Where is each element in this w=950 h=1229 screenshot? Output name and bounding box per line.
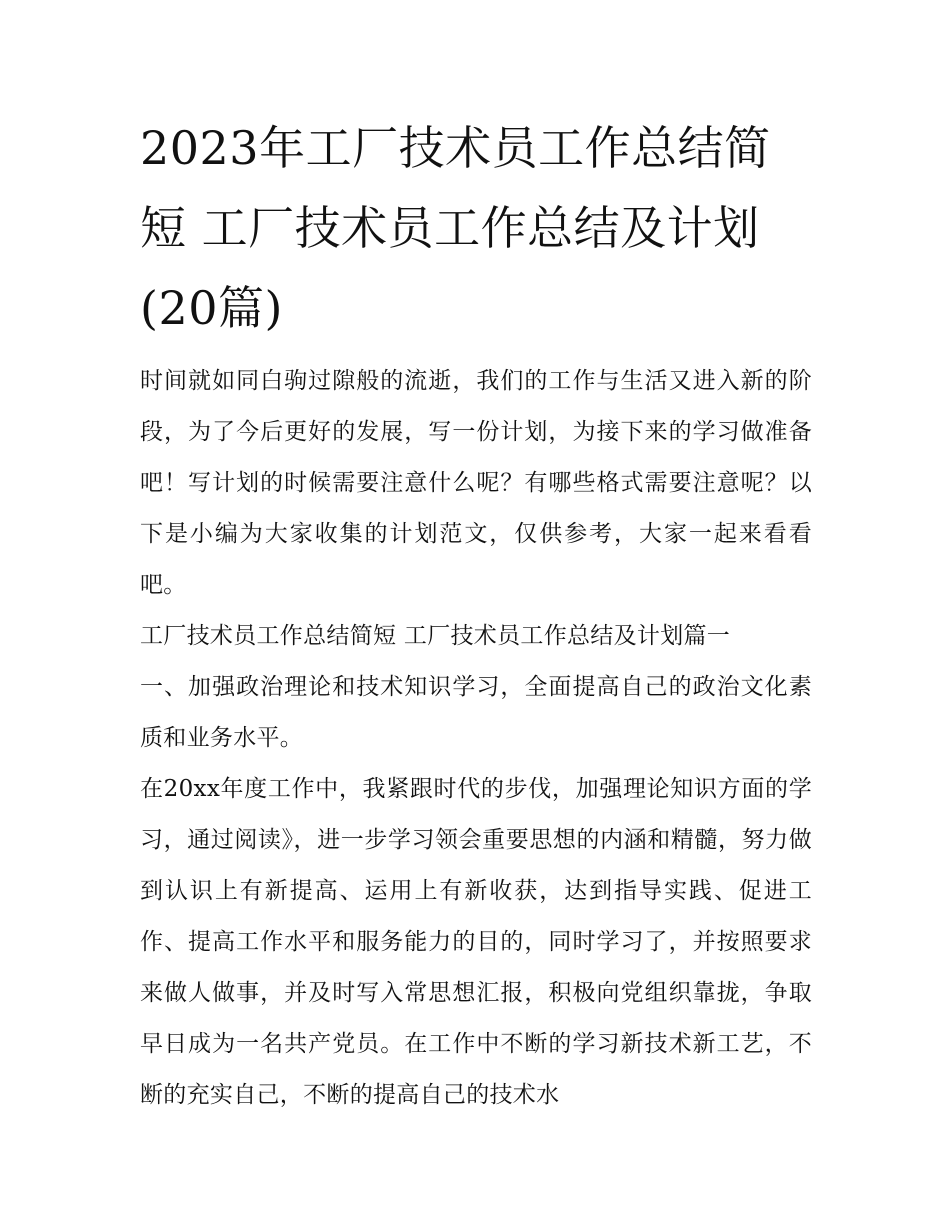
intro-paragraph: 时间就如同白驹过隙般的流逝，我们的工作与生活又进入新的阶段，为了今后更好的发展，写一份计划，为接下来的学习做准备吧！写计划的时候需要注意什么呢？有哪些格式需要注意呢？以下是小编为大家收集的计划范文，仅供参考，大家一起来看看吧。 xyxy=(140,368,812,598)
document-title xyxy=(140,108,812,348)
section-heading: 工厂技术员工作总结简短 工厂技术员工作总结及计划篇一 xyxy=(140,623,731,649)
point-one-paragraph: 一、加强政治理论和技术知识学习，全面提高自己的政治文化素质和业务水平。 xyxy=(140,674,812,751)
document-body xyxy=(140,108,812,1121)
title-line-2: 短 工厂技术员工作总结及计划 xyxy=(140,201,760,255)
title-line-3: (20篇) xyxy=(140,281,283,335)
body-paragraph: 在20xx年度工作中，我紧跟时代的步伐，加强理论知识方面的学习，通过阅读》，进一步学习领会重要思想的内涵和精髓，努力做到认识上有新提高、运用上有新收获，达到指导实践、促进工作、提高工作水平和服务能力的目的，同时学习了，并按照要求来做人做事，并及时写入常思想汇报，积极向党组织靠拢，争取早日成为一名共产党员。在工作中不断的学习新技术新工艺，不断的充实自己，不断的提高自己的技术水 xyxy=(140,776,812,1108)
title-line-1: 2023年工厂技术员工作总结简 xyxy=(140,121,771,175)
